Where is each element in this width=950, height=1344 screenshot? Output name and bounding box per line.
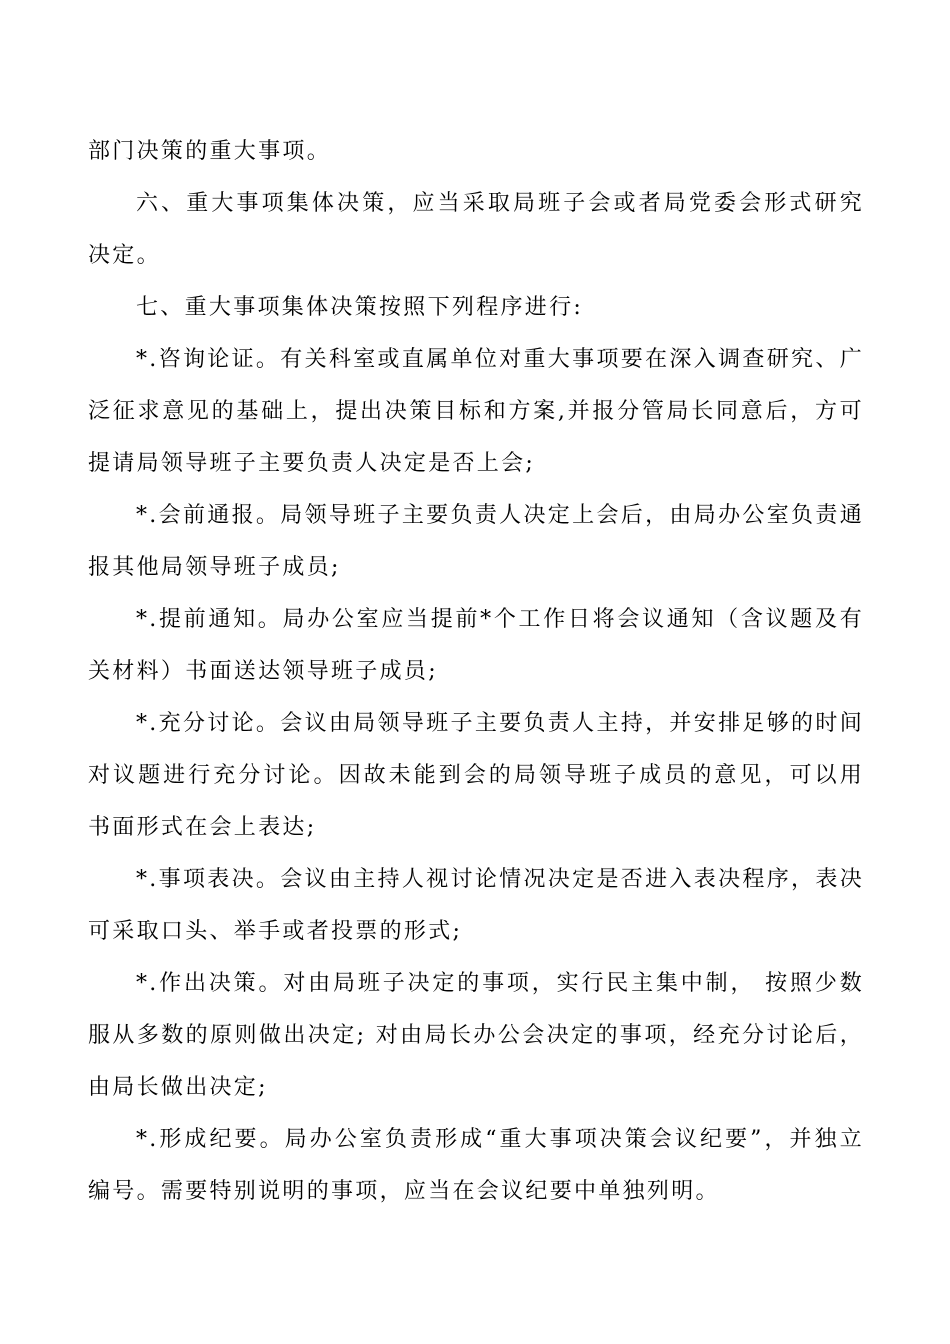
paragraph-minutes: *.形成纪要。局办公室负责形成“重大事项决策会议纪要”，并独立编号。需要特别说明的事项，应当在会议纪要中单独列明。	[88, 1127, 864, 1204]
paragraph-article-six: 六、重大事项集体决策，应当采取局班子会或者局党委会形式研究决定。	[88, 191, 864, 268]
paragraph-full-discussion: *.充分讨论。会议由局领导班子主要负责人主持，并安排足够的时间对议题进行充分讨论。因故未能到会的局领导班子成员的意见，可以用书面形式在会上表达;	[88, 711, 864, 840]
paragraph-article-seven: 七、重大事项集体决策按照下列程序进行:	[136, 295, 584, 320]
document-body	[88, 126, 864, 1218]
paragraph-pre-meeting-notice: *.会前通报。局领导班子主要负责人决定上会后，由局办公室负责通报其他局领导班子成员;	[88, 503, 864, 580]
paragraph-voting: *.事项表决。会议由主持人视讨论情况决定是否进入表决程序，表决可采取口头、举手或者投票的形式;	[88, 867, 864, 944]
paragraph-consultation: *.咨询论证。有关科室或直属单位对重大事项要在深入调查研究、广泛征求意见的基础上，提出决策目标和方案,并报分管局长同意后，方可提请局领导班子主要负责人决定是否上会;	[88, 347, 864, 476]
paragraph-decision: *.作出决策。对由局班子决定的事项，实行民主集中制， 按照少数服从多数的原则做出决定; 对由局长办公会决定的事项，经充分讨论后，由局长做出决定;	[88, 971, 864, 1100]
paragraph-continuation: 部门决策的重大事项。	[88, 139, 332, 164]
paragraph-advance-notice: *.提前通知。局办公室应当提前*个工作日将会议通知（含议题及有关材料）书面送达领导班子成员;	[88, 607, 864, 684]
